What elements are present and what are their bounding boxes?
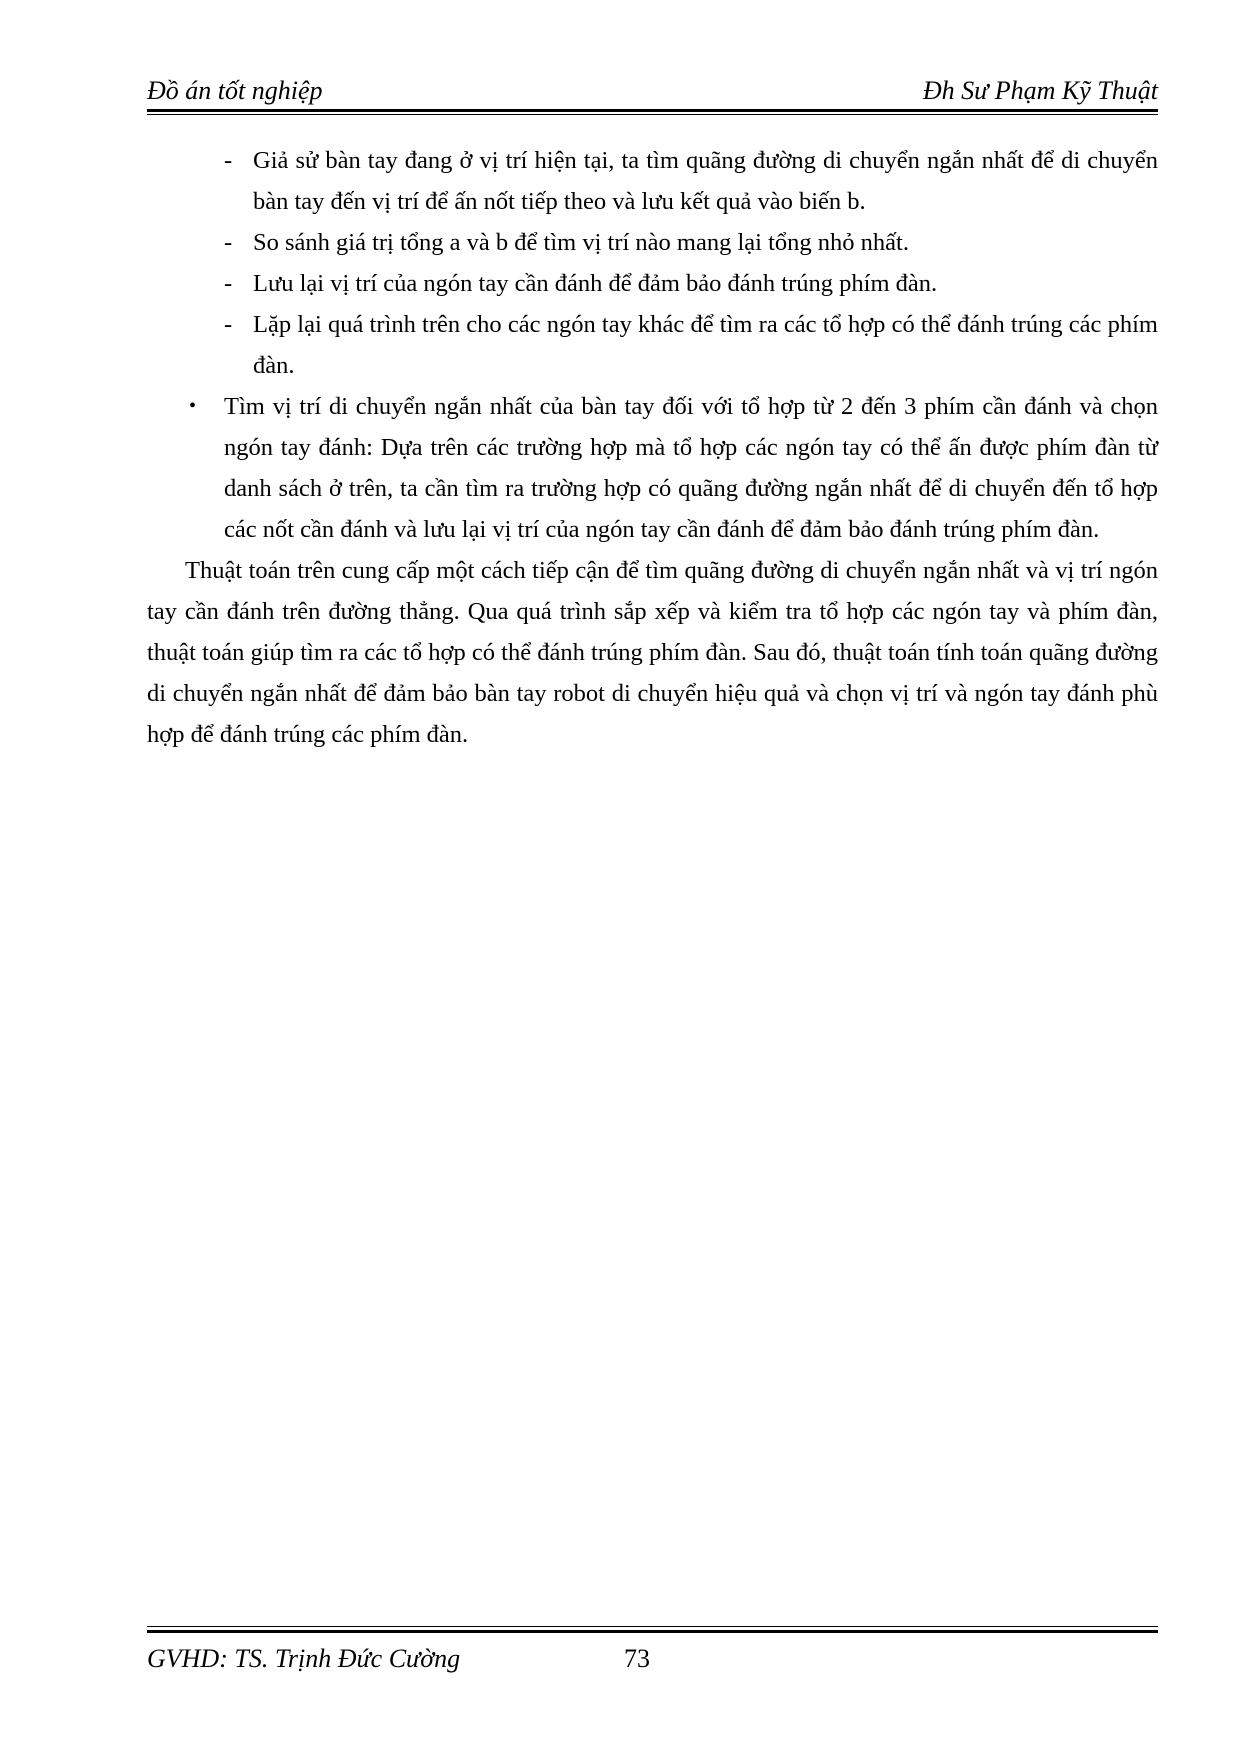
dash-marker: -: [224, 270, 233, 297]
page-footer: [147, 1642, 1158, 1676]
dash-item-text: Lặp lại quá trình trên cho các ngón tay khác để tìm ra các tổ hợp có thể đánh trúng các phím đàn.: [253, 311, 1158, 379]
dash-list-item: [147, 263, 1158, 304]
dash-marker: -: [224, 229, 233, 256]
dash-list-item: [147, 140, 1158, 222]
page-header: [147, 74, 1158, 108]
dash-item-text: Giả sử bàn tay đang ở vị trí hiện tại, ta tìm quãng đường di chuyển ngắn nhất để di chuyển bàn tay đến vị trí để ấn nốt tiếp theo và lưu kết quả vào biến b.: [253, 147, 1158, 215]
dash-list-item: [147, 222, 1158, 263]
bullet-marker: •: [189, 395, 197, 417]
header-rule-thin: [147, 114, 1158, 115]
bullet-list-item: [147, 386, 1158, 550]
footer-rule-thick: [147, 1630, 1158, 1633]
page-content: [147, 140, 1158, 780]
dash-item-text: Lưu lại vị trí của ngón tay cần đánh để đảm bảo đánh trúng phím đàn.: [253, 270, 938, 297]
footer-advisor: GVHD: TS. Trịnh Đức Cường: [147, 1644, 461, 1673]
dash-item-text: So sánh giá trị tổng a và b để tìm vị trí nào mang lại tổng nhỏ nhất.: [253, 229, 909, 256]
footer-rule-thin: [147, 1626, 1158, 1627]
header-university: Đh Sư Phạm Kỹ Thuật: [922, 76, 1158, 105]
body-paragraph: Thuật toán trên cung cấp một cách tiếp cận để tìm quãng đường di chuyển ngắn nhất và vị trí ngón tay cần đánh trên đường thẳng. Qua quá trình sắp xếp và kiểm tra tổ hợp các ngón tay và phím đàn, thuật toán giúp tìm ra các tổ hợp có thể đánh trúng phím đàn. Sau đó, thuật toán tính toán quãng đường di chuyển ngắn nhất để đảm bảo bàn tay robot di chuyển hiệu quả và chọn vị trí và ngón tay đánh phù hợp để đánh trúng các phím đàn.: [147, 557, 1158, 748]
header-thesis-title: Đồ án tốt nghiệp: [147, 76, 323, 105]
header-rule-thick: [147, 109, 1158, 112]
dash-marker: -: [224, 311, 233, 338]
page-number: 73: [624, 1644, 650, 1673]
bullet-item-text: Tìm vị trí di chuyển ngắn nhất của bàn tay đối với tổ hợp từ 2 đến 3 phím cần đánh và chọn ngón tay đánh: Dựa trên các trường hợp mà tổ hợp các ngón tay có thể ấn được phím đàn từ danh sách ở trên, ta cần tìm ra trường hợp có quãng đường ngắn nhất để di chuyển đến tổ hợp các nốt cần đánh và lưu lại vị trí của ngón tay cần đánh để đảm bảo đánh trúng phím đàn.: [224, 393, 1158, 543]
dash-list-item: [147, 304, 1158, 386]
dash-marker: -: [224, 147, 233, 174]
